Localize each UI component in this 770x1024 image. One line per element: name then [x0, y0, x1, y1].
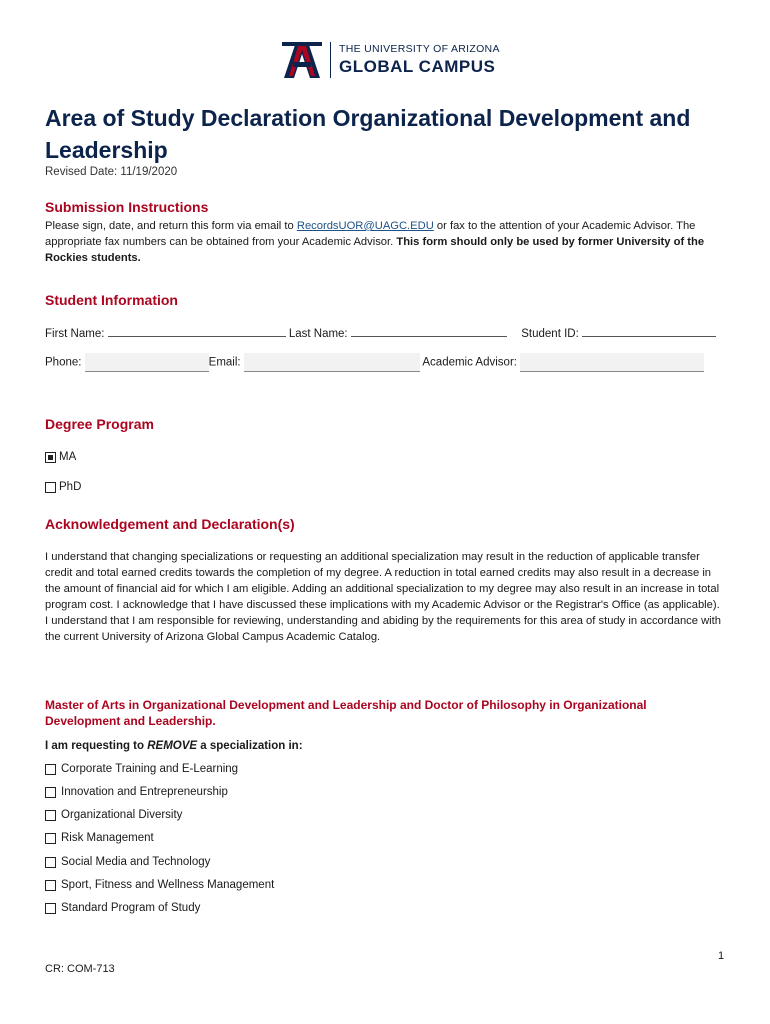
specialization-checkbox[interactable] — [45, 857, 56, 868]
specialization-option[interactable] — [45, 832, 154, 844]
phone-field[interactable] — [85, 353, 209, 372]
specialization-label: Corporate Training and E-Learning — [61, 763, 239, 775]
phd-label: PhD — [59, 481, 82, 493]
logo-university-name: THE UNIVERSITY OF ARIZONA — [339, 43, 500, 55]
revised-date: Revised Date: 11/19/2020 — [45, 166, 178, 178]
specialization-option[interactable] — [45, 856, 210, 868]
page-number: 1 — [718, 950, 725, 962]
remove-emphasis: REMOVE — [147, 740, 198, 752]
student-id-label: Student ID: — [521, 328, 579, 340]
logo-text — [339, 43, 500, 77]
submission-text-pre: Please sign, date, and return this form via email to — [45, 220, 297, 232]
page-title: Area of Study Declaration Organizational Development and Leadership — [45, 105, 691, 163]
specialization-label: Innovation and Entrepreneurship — [61, 786, 228, 798]
academic-advisor-field[interactable] — [520, 353, 704, 372]
submission-heading: Submission Instructions — [45, 199, 209, 215]
remove-post: a specialization in: — [197, 740, 303, 752]
specialization-label: Social Media and Technology — [61, 856, 211, 868]
phd-checkbox[interactable] — [45, 482, 56, 493]
specialization-label: Organizational Diversity — [61, 809, 183, 821]
student-info-row-1 — [45, 326, 716, 340]
specialization-label: Standard Program of Study — [61, 902, 201, 914]
specialization-option[interactable] — [45, 763, 238, 775]
university-logo — [280, 40, 500, 80]
specialization-option[interactable] — [45, 809, 182, 821]
submission-text-mid: or fax to the attention of your Academic Advisor. The appropriate fax numbers can be obtained from your Academic Advisor. — [45, 220, 696, 248]
student-id-field[interactable] — [582, 326, 716, 337]
submission-text — [45, 218, 725, 266]
submission-text-bold: This form should only be used by former University of the Rockies students. — [45, 236, 705, 264]
records-email-link[interactable]: RecordsUOR@UAGC.EDU — [296, 220, 434, 232]
specialization-checkbox[interactable] — [45, 833, 56, 844]
student-info-row-2 — [45, 353, 704, 372]
specialization-checkbox[interactable] — [45, 880, 56, 891]
degree-program-heading: Degree Program — [45, 416, 154, 432]
first-name-field[interactable] — [108, 326, 286, 337]
phone-label: Phone: — [45, 356, 82, 369]
specialization-checkbox[interactable] — [45, 903, 56, 914]
degree-option-ma[interactable] — [45, 451, 76, 463]
logo-campus-name: GLOBAL CAMPUS — [339, 57, 496, 76]
remove-specialization-label — [45, 740, 303, 752]
acknowledgement-heading: Acknowledgement and Declaration(s) — [45, 516, 295, 532]
acknowledgement-text: I understand that changing specializations or requesting an additional specialization may result in the reduction of applicable transfer credit and total earned credits towards the completion of my degree. A reduction in total earned credits may also result in a decrease in the amount of financial aid for which I am eligible. Adding an additional specialization to my degree may also result in an increase in total program cost. I acknowledge that I have discussed these implications with my Academic Advisor or the Registrar's Office (as applicable). I understand that I am responsible for reviewing, understanding and abiding by the requirements for this area of study in accordance with the current University of Arizona Global Campus Academic Catalog. — [45, 551, 721, 643]
specialization-option[interactable] — [45, 902, 200, 914]
specialization-label: Sport, Fitness and Wellness Management — [61, 879, 275, 891]
specialization-checkbox[interactable] — [45, 764, 56, 775]
email-field[interactable] — [244, 353, 420, 372]
email-label: Email: — [208, 356, 241, 369]
student-info-heading: Student Information — [45, 292, 178, 308]
specialization-option[interactable] — [45, 786, 228, 798]
first-name-label: First Name: — [45, 328, 105, 340]
ma-checkbox[interactable] — [45, 452, 56, 463]
last-name-label: Last Name: — [288, 328, 348, 340]
academic-advisor-label: Academic Advisor: — [422, 356, 517, 369]
arizona-a-logo-icon — [280, 40, 324, 80]
degree-option-phd[interactable] — [45, 481, 81, 493]
specialization-label: Risk Management — [61, 832, 154, 844]
logo-divider — [330, 42, 331, 78]
footer-code: CR: COM-713 — [45, 963, 115, 975]
program-title: Master of Arts in Organizational Development and Leadership and Doctor of Philosophy in Organizational Development and Leadership. — [45, 698, 647, 728]
remove-pre: I am requesting to — [45, 740, 148, 752]
specialization-checkbox[interactable] — [45, 787, 56, 798]
specialization-option[interactable] — [45, 879, 274, 891]
last-name-field[interactable] — [351, 326, 507, 337]
specialization-checkbox[interactable] — [45, 810, 56, 821]
ma-label: MA — [59, 451, 77, 463]
